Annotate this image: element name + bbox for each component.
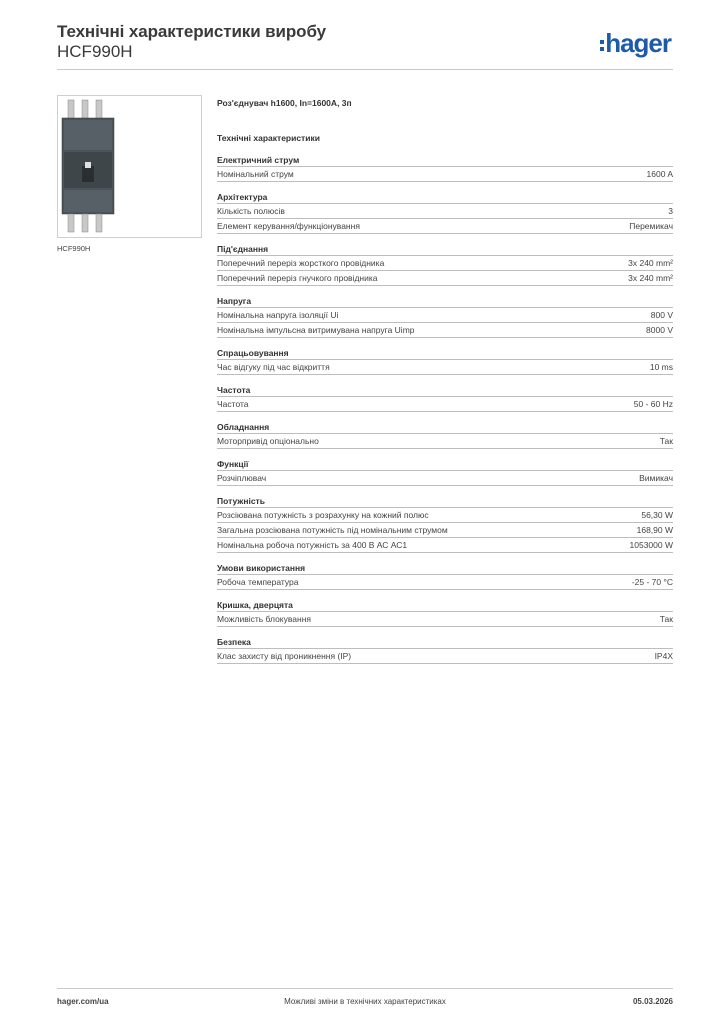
spec-row <box>217 471 673 486</box>
spec-group-title: Кришка, дверцята <box>217 599 673 612</box>
spec-row <box>217 538 673 553</box>
spec-label: Номінальний струм <box>217 169 294 179</box>
spec-value: 168,90 W <box>636 525 673 535</box>
spec-row <box>217 508 673 523</box>
spec-value: 800 V <box>650 310 673 320</box>
spec-group <box>217 458 673 486</box>
spec-group <box>217 562 673 590</box>
spec-group-title: Потужність <box>217 495 673 508</box>
spec-group-title: Архітектура <box>217 191 673 204</box>
image-caption: HCF990H <box>57 244 91 253</box>
spec-group <box>217 154 673 182</box>
spec-value: 3x 240 mm² <box>628 273 673 283</box>
product-code: HCF990H <box>57 42 133 61</box>
spec-value: 1053000 W <box>629 540 673 550</box>
page-header <box>57 22 673 70</box>
spec-label: Моторпривід опціонально <box>217 436 319 446</box>
spec-group <box>217 384 673 412</box>
spec-row <box>217 323 673 338</box>
spec-label: Частота <box>217 399 249 409</box>
spec-group-title: Напруга <box>217 295 673 308</box>
footer-date: 05.03.2026 <box>632 997 673 1006</box>
spec-group-title: Спрацьовування <box>217 347 673 360</box>
spec-label: Номінальна робоча потужність за 400 В АС АС1 <box>217 540 408 550</box>
spec-label: Робоча температура <box>217 577 299 587</box>
spec-group-title: Безпека <box>217 636 673 649</box>
logo-dots-icon <box>600 40 604 51</box>
spec-value: IP4X <box>654 651 673 661</box>
spec-value: Так <box>659 436 673 446</box>
spec-label: Номінальна напруга ізоляції Ui <box>217 310 339 320</box>
spec-value: 10 ms <box>649 362 673 372</box>
spec-value: Так <box>659 614 673 624</box>
spec-label: Елемент керування/функціонування <box>217 221 360 231</box>
circuit-breaker-icon <box>58 96 201 237</box>
spec-group <box>217 636 673 664</box>
product-image <box>57 95 202 238</box>
spec-row <box>217 612 673 627</box>
spec-label: Розсіювана потужність з розрахунку на кожний полюс <box>217 510 429 520</box>
page-title: Технічні характеристики виробу <box>57 22 326 41</box>
spec-row <box>217 167 673 182</box>
spec-group <box>217 191 673 234</box>
spec-label: Час відгуку під час відкриття <box>217 362 330 372</box>
spec-label: Клас захисту від проникнення (IP) <box>217 651 352 661</box>
spec-group-title: Умови використання <box>217 562 673 575</box>
spec-value: Перемикач <box>629 221 673 231</box>
spec-label: Поперечний переріз гнучкого провідника <box>217 273 378 283</box>
spec-group <box>217 421 673 449</box>
spec-value: Вимикач <box>639 473 673 483</box>
hager-logo <box>600 28 671 58</box>
spec-label: Кількість полюсів <box>217 206 285 216</box>
spec-group <box>217 599 673 627</box>
spec-row <box>217 256 673 271</box>
spec-row <box>217 649 673 664</box>
spec-row <box>217 397 673 412</box>
spec-content <box>217 97 673 664</box>
section-heading: Технічні характеристики <box>217 133 320 143</box>
spec-group-title: Частота <box>217 384 673 397</box>
spec-value: 3 <box>668 206 673 216</box>
spec-label: Можливість блокування <box>217 614 312 624</box>
header-divider <box>57 69 673 70</box>
spec-row <box>217 219 673 234</box>
spec-group <box>217 243 673 286</box>
spec-group <box>217 495 673 553</box>
spec-row <box>217 360 673 375</box>
footer-divider <box>57 988 673 989</box>
spec-groups <box>217 154 673 664</box>
logo-text: hager <box>605 28 671 58</box>
spec-row <box>217 271 673 286</box>
spec-value: 1600 A <box>646 169 673 179</box>
spec-label: Номінальна імпульсна витримувана напруга Uimp <box>217 325 415 335</box>
spec-value: 56,30 W <box>641 510 673 520</box>
spec-group-title: Функції <box>217 458 673 471</box>
spec-group <box>217 295 673 338</box>
product-name: Роз'єднувач h1600, In=1600A, 3п <box>217 98 352 108</box>
spec-row <box>217 204 673 219</box>
spec-group-title: Обладнання <box>217 421 673 434</box>
spec-row <box>217 523 673 538</box>
footer-disclaimer: Можливі зміни в технічних характеристиках <box>284 997 446 1006</box>
spec-label: Поперечний переріз жорсткого провідника <box>217 258 385 268</box>
spec-row <box>217 434 673 449</box>
spec-value: 8000 V <box>646 325 673 335</box>
spec-label: Розчіплювач <box>217 473 267 483</box>
spec-group-title: Електричний струм <box>217 154 673 167</box>
spec-group-title: Під'єднання <box>217 243 673 256</box>
spec-value: -25 - 70 °C <box>631 577 673 587</box>
spec-value: 50 - 60 Hz <box>633 399 673 409</box>
spec-row <box>217 575 673 590</box>
footer-website[interactable]: hager.com/ua <box>57 997 109 1006</box>
spec-row <box>217 308 673 323</box>
spec-label: Загальна розсіювана потужність під номінальним струмом <box>217 525 448 535</box>
spec-group <box>217 347 673 375</box>
spec-value: 3x 240 mm² <box>628 258 673 268</box>
